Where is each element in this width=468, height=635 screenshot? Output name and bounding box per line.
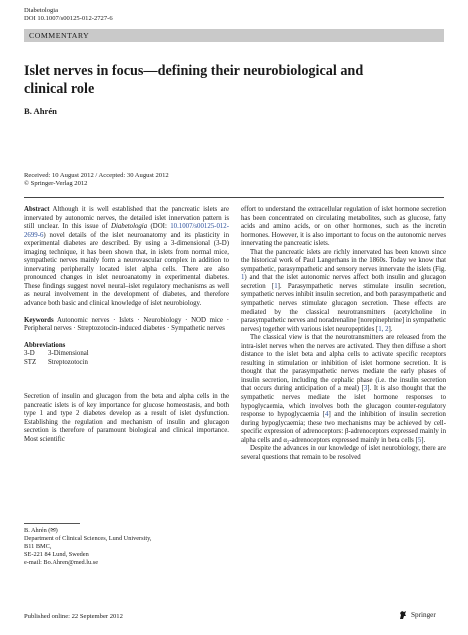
affiliation-email[interactable]: e-mail: Bo.Ahren@med.lu.se (24, 558, 98, 566)
abbr-key: 3-D (24, 350, 35, 358)
citation-ref[interactable]: 4 (325, 411, 329, 419)
section-banner (24, 29, 444, 42)
right-column (241, 206, 446, 462)
body-paragraph-2 (241, 249, 446, 334)
keywords-text: Autonomic nerves · Islets · Neurobiology · NOD mice · Peripheral nerves · Streptozotocin-induced diabetes · Sympathetic nerves (24, 316, 229, 333)
p2-text-d: ]. (388, 325, 393, 333)
p3-text-d: ]. (421, 436, 426, 444)
abbr-value: Streptozotocin (48, 358, 88, 366)
body-paragraph-3 (241, 334, 446, 445)
p2-text-b: ) and that the islet autonomic nerves affect both insulin and glucagon secretion [ (241, 274, 446, 290)
left-column (24, 206, 229, 445)
abbr-key: STZ (24, 358, 37, 366)
abstract-doi-link[interactable]: 10.1007/s00125-012-2699-6 (24, 223, 229, 239)
p3-text-a: The classical view is that the neurotransmitters are released from the intra-islet nerves when the nerves are activated. They then diffuse a short distance to the islet beta and alpha cells to activate specific receptors resulting in stimulation or inhibition of islet hormone secretion. It is thought that the parasympathetic nerves mediate the early phases of insulin secretion, including the cephalic phase (i.e. the insulin secretion that occurs during anticipation of a meal) [ (241, 334, 446, 393)
citation-ref[interactable]: 1 (274, 282, 278, 290)
section-label: COMMENTARY (29, 31, 90, 40)
springer-horse-icon (398, 610, 408, 620)
affiliation-author: B. Ahrén (✉) (24, 527, 58, 534)
article-doi: DOI 10.1007/s00125-012-2727-6 (24, 15, 113, 23)
published-date: Published online: 22 September 2012 (24, 613, 123, 620)
affiliation-line: SE-221 84 Lund, Sweden (24, 550, 89, 558)
copyright: © Springer-Verlag 2012 (24, 180, 88, 188)
abstract-label: Abstract (24, 206, 50, 213)
affiliation-line: B11 BMC, (24, 542, 52, 550)
figure-ref[interactable]: 1 (241, 274, 245, 282)
abstract-text-3: ) novel details of the islet neuroanatomy and its plasticity in experimental diabetes are described. By using a 3-dimensional (3-D) imaging technique, it has been shown that, in islets from normal mice, sympathetic nerves mainly form a neurovascular complex in addition to innervating peripherally located islet alpha cells. There are also pronounced changes in islet neuroanatomy in experimental diabetes. These findings suggest novel neural–islet regulatory mechanisms as well as neural involvement in the development of diabetes, and therefore advance both basic and clinical knowledge of islet neurobiology. (24, 231, 229, 308)
affiliation-rule (24, 523, 80, 524)
abstract-journal: Diabetologia (111, 223, 148, 231)
header-rule (24, 197, 444, 198)
abbreviation-row (24, 359, 229, 368)
keywords (24, 317, 229, 334)
intro-paragraph: Secretion of insulin and glucagon from the beta and alpha cells in the pancreatic islets is of key importance for glucose homeostasis, and both type 1 and type 2 diabetes develop as a result of islet dysfunction. Establishing the regulation and mechanism of insulin and glucagon secretion is therefore of paramount biological and clinical importance. Most scientific (24, 393, 229, 444)
abstract-text-1: Although it is well established that the pancreatic islets are innervated by autonomic nerves, the detailed islet innervation pattern is still unclear. In this issue of (24, 206, 229, 231)
p3-text-b: ]. It is also thought that the sympathetic nerves mediate the islet hormone responses to hypoglycaemia, which involves both the glucagon counter-regulatory response to hypoglycaemia [ (241, 385, 446, 419)
article-dates (24, 172, 169, 189)
publisher-logo (398, 610, 436, 620)
author-name: B. Ahrén (24, 106, 57, 116)
citation-ref[interactable]: 1, 2 (378, 325, 389, 333)
publisher-name: Springer (411, 611, 436, 619)
abstract (24, 206, 229, 309)
article-title: Islet nerves in focus—defining their neurobiological and clinical role (24, 63, 364, 97)
journal-header (24, 7, 113, 24)
body-paragraph-1: effort to understand the extracellular regulation of islet hormone secretion has been concentrated on circulating metabolites, such as glucose, fatty acids and amino acids, or on other hormones, such as the incretin hormones. However, it is also important to focus on the autonomic nerves innervating the pancreatic islets. (241, 206, 446, 248)
body-paragraph-4: Despite the advances in our knowledge of islet neurobiology, there are several questions that remain to be resolved (241, 445, 446, 461)
abbreviations-label: Abbreviations (24, 341, 66, 349)
abstract-text-2: (DOI: (147, 223, 171, 231)
affiliation (24, 523, 229, 567)
p2-text-a: That the pancreatic islets are richly innervated has been known since the historical work of Paul Langerhans in the 1860s. Today we know that sympathetic, parasympathetic and sensory nerves innervate the islets (Fig. (241, 248, 446, 273)
keywords-label: Keywords (24, 316, 54, 324)
citation-ref[interactable]: 3 (363, 385, 368, 393)
abbreviation-row (24, 350, 229, 359)
affiliation-line: Department of Clinical Sciences, Lund University, (24, 534, 152, 542)
journal-name: Diabetologia (24, 7, 59, 14)
p3-text-c: ] and the inhibition of insulin secretion during hypoglycaemia; these two mechanisms may be achieved by cell-specific expression of adrenoceptors: β-adrenoceptors expressed mainly in alpha cells and α₂-adrenoceptors expressed mainly in beta cells [ (241, 411, 446, 444)
received-accepted: Received: 10 August 2012 / Accepted: 30 August 2012 (24, 172, 169, 179)
p2-text-c: ]. Parasympathetic nerves stimulate insulin secretion, sympathetic nerves inhibit insulin secretion, and both parasympathetic and sympathetic nerves stimulate glucagon secretion. These effects are mediated by the classical neurotransmitters (acetylcholine in parasympathetic nerves and noradrenaline [norepinephrine] in sympathetic nerves) together with various islet neuropeptides [ (241, 282, 446, 333)
citation-ref[interactable]: 5 (417, 436, 422, 444)
abbr-value: 3-Dimensional (48, 350, 89, 358)
